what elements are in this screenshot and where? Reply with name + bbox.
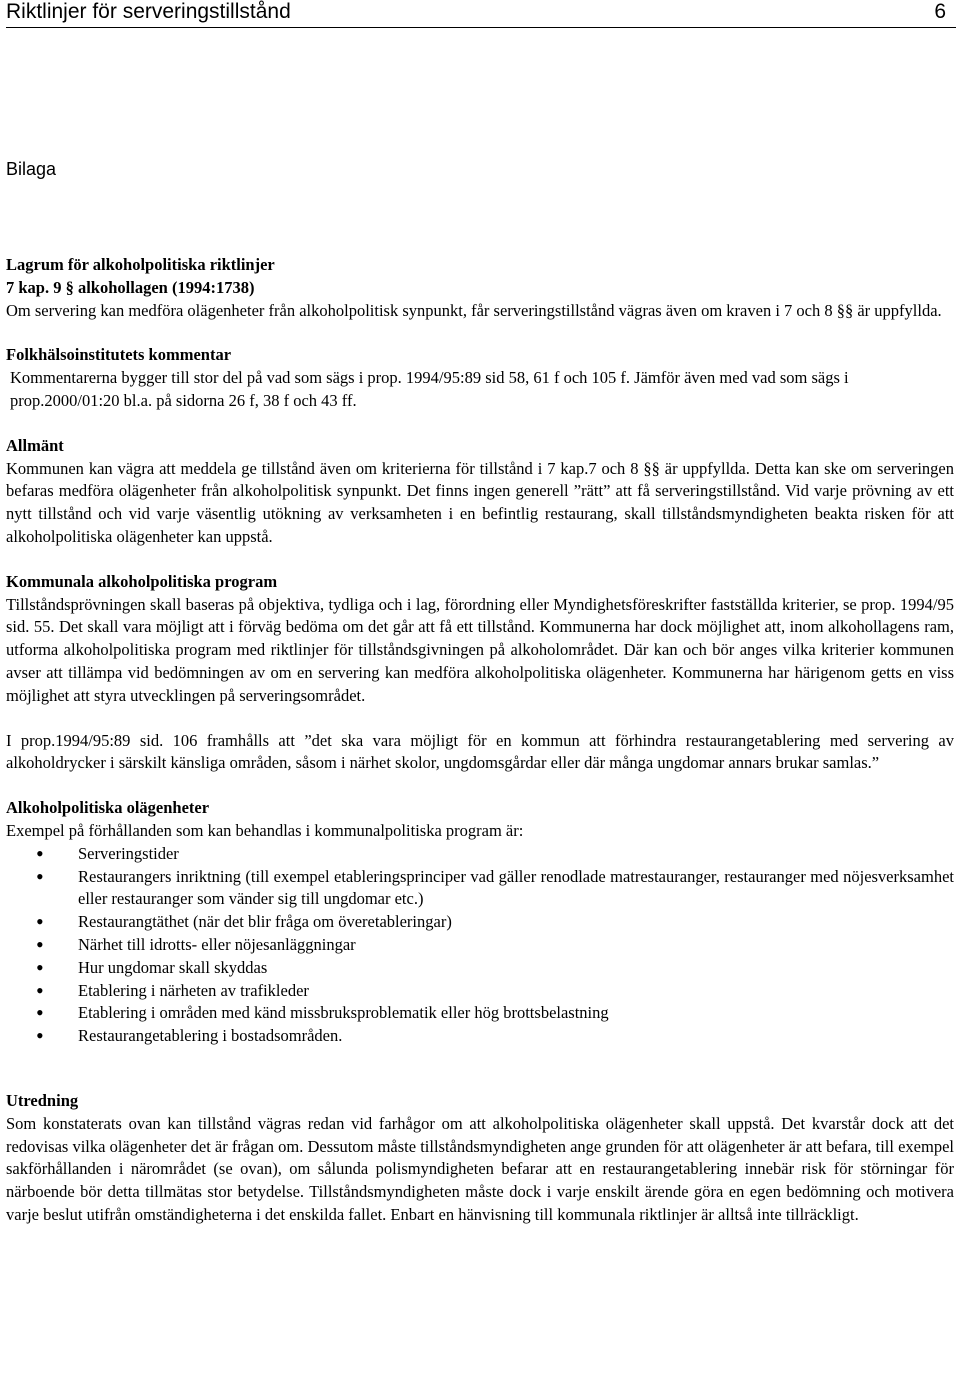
lagrum-reference: 7 kap. 9 § alkohollagen (1994:1738)	[6, 277, 255, 297]
olagenheter-list	[6, 843, 954, 1048]
page-number: 6	[934, 0, 946, 23]
lagrum-text: Om servering kan medföra olägenheter från alkoholpolitisk synpunkt, får serveringstillstånd vägras även om kraven i 7 och 8 §§ är uppfyllda.	[6, 300, 942, 320]
list-item: • Restaurangers inriktning (till exempel etableringsprinciper vad gäller renodlade matrestauranger, restauranger med nöjesverksamhet eller restauranger som vänder sig till ungdomar etc.)	[6, 866, 954, 912]
page-header	[6, 0, 956, 28]
olagenheter-heading: Alkoholpolitiska olägenheter	[6, 798, 210, 818]
list-item: • Hur ungdomar skall skyddas	[6, 957, 954, 980]
allmant-text: Kommunen kan vägra att meddela ge tillstånd även om kriterierna för tillstånd i 7 kap.7 och 8 §§ är uppfyllda. Detta kan ske om serveringen befaras medföra olägenheter från alkoholpolitisk synpunkt. Det finns ingen generell ”rätt” att få serveringstillstånd. Vid varje prövning av ett nytt tillstånd och vid varje väsentlig utökning av verksamheten i en befintlig restaurang, skall tillståndsmyndigheten beakta risken för att alkoholpolitiska olägenheter kan uppstå.	[6, 458, 954, 546]
allmant-heading: Allmänt	[6, 435, 64, 455]
section-lagrum	[6, 254, 954, 322]
section-kommunala-program	[6, 571, 954, 775]
section-folkhalsoinstitutet	[6, 344, 954, 412]
utredning-heading: Utredning	[6, 1090, 79, 1110]
list-item: • Serveringstider	[6, 843, 954, 866]
document-body	[6, 254, 954, 1227]
kommunala-quote: I prop.1994/95:89 sid. 106 framhålls att ”det ska vara möjligt för en kommun att förhindra restaurangetablering med servering av alkoholdrycker i särskilt känsliga områden, såsom i närhet skolor, ungdomsgårdar eller där många ungdomar annars brukar samlas.”	[6, 730, 954, 773]
folkhalso-heading: Folkhälsoinstitutets kommentar	[6, 345, 232, 365]
utredning-text: Som konstaterats ovan kan tillstånd vägras redan vid farhågor om att alkoholpolitiska olägenheter skall uppstå. Det kvarstår dock att det redovisas vilka olägenheter det är frågan om. Dessutom måste tillståndsmyndigheten ange grunden för att olägenheter är att befara, till exempel sakförhållanden i närområdet (se ovan), om sålunda polismyndigheten befarar att en restaurangetablering innebär risk för störningar för närboende bör detta tillmätas stor betydelse. Tillståndsmyndigheten måste dock i varje enskilt ärende göra en egen bedömning och motivera varje beslut utifrån omständigheterna i det enskilda fallet. Enbart en hänvisning till kommunala riktlinjer är alltså inte tillräckligt.	[6, 1113, 954, 1224]
list-item: • Närhet till idrotts- eller nöjesanläggningar	[6, 934, 954, 957]
olagenheter-intro: Exempel på förhållanden som kan behandlas i kommunalpolitiska program är:	[6, 820, 524, 840]
section-allmant	[6, 435, 954, 549]
section-utredning	[6, 1090, 954, 1227]
kommunala-text: Tillståndsprövningen skall baseras på objektiva, tydliga och i lag, förordning eller Myndighetsföreskrifter fastställda kriterier, se prop. 1994/95 sid. 55. Det skall vara möjligt att i förväg bedöma om det går att få ett tillstånd. Kommunerna har dock möjlighet att, inom alkohollagens ram, utforma alkoholpolitiska program med riktlinjer för tillståndsgivningen på alkoholområdet. Där kan och bör anges vilka kriterier kommunen avser att tillämpa vid bedömningen av om en servering kan medföra alkoholpolitiska olägenheter. Kommunerna har härigenom getts en viss möjlighet att styra utvecklingen på serveringsområdet.	[6, 594, 954, 705]
section-olagenheter	[6, 797, 954, 1048]
list-item: • Etablering i närheten av trafikleder	[6, 980, 954, 1003]
document-title: Riktlinjer för serveringstillstånd	[6, 0, 291, 23]
folkhalso-text: Kommentarerna bygger till stor del på vad som sägs i prop. 1994/95:89 sid 58, 61 f och 105 f. Jämför även med vad som sägs i prop.2000/01:20 bl.a. på sidorna 26 f, 38 f och 43 ff.	[10, 368, 849, 410]
list-item: • Restaurangtäthet (när det blir fråga om överetableringar)	[6, 911, 954, 934]
appendix-label: Bilaga	[6, 159, 57, 179]
lagrum-heading: Lagrum för alkoholpolitiska riktlinjer	[6, 255, 275, 274]
kommunala-heading: Kommunala alkoholpolitiska program	[6, 571, 278, 591]
list-item: • Restaurangetablering i bostadsområden.	[6, 1025, 954, 1048]
list-item: • Etablering i områden med känd missbruksproblematik eller hög brottsbelastning	[6, 1002, 954, 1025]
